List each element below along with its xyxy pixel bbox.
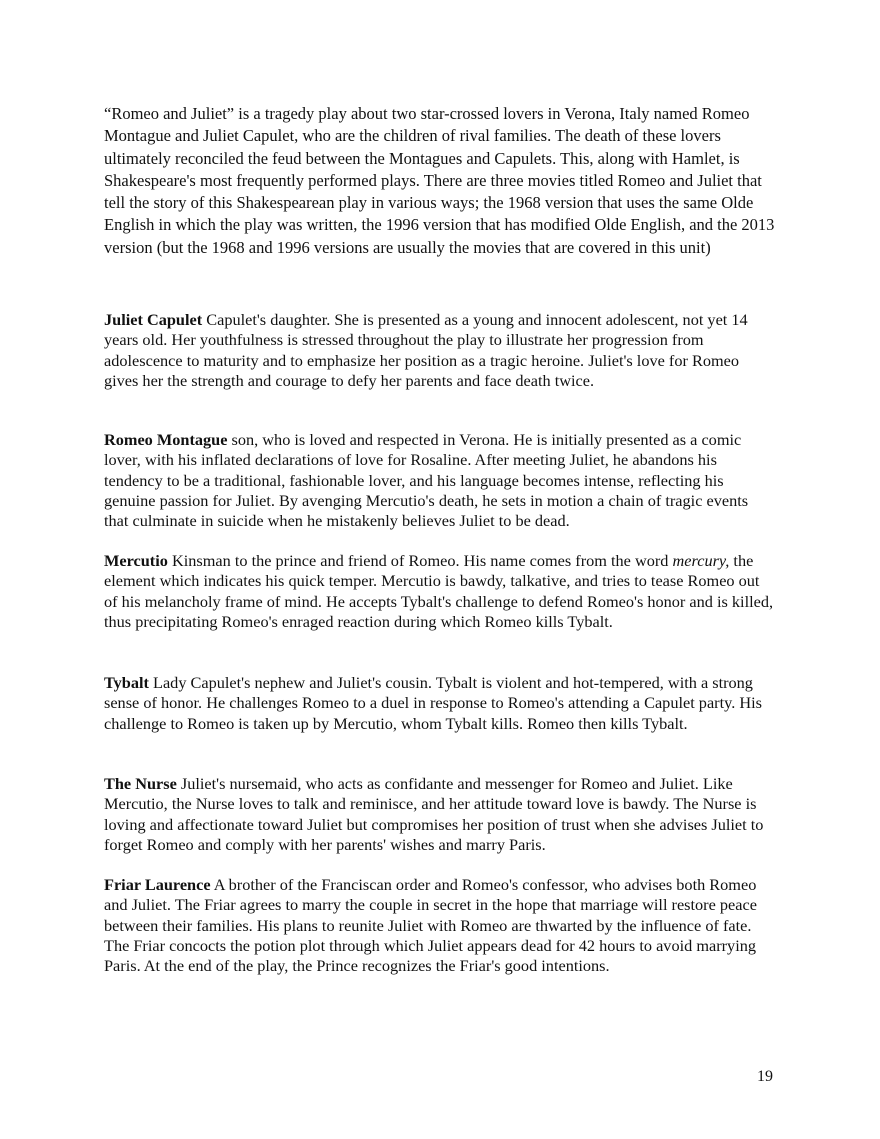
character-entry-romeo [104, 430, 776, 531]
character-description-romeo: son, who is loved and respected in Verona. He is initially presented as a comic lover, with his inflated declarations of love for Rosaline. After meeting Juliet, he abandons his tendency to be a traditional, fashionable lover, and his language becomes intense, reflecting his genuine passion for Juliet. By avenging Mercutio's death, he sets in motion a chain of tragic events that culminate in suicide when he mistakenly believes Juliet to be dead. [104, 430, 749, 531]
page-number: 19 [757, 1068, 773, 1085]
character-entry-nurse [104, 774, 776, 855]
character-name-mercutio: Mercutio [104, 551, 168, 570]
character-name-friar: Friar Laurence [104, 875, 211, 894]
character-name-nurse: The Nurse [104, 774, 177, 793]
intro-paragraph: “Romeo and Juliet” is a tragedy play about two star-crossed lovers in Verona, Italy named Romeo Montague and Juliet Capulet, who are the children of rival families. The death of these lovers ultimately reconciled the feud between the Montagues and Capulets. This, along with Hamlet, is Shakespeare's most frequently performed plays. There are three movies titled Romeo and Juliet that tell the story of this Shakespearean play in various ways; the 1968 version that uses the same Olde English in which the play was written, the 1996 version that has modified Olde English, and the 2013 version (but the 1968 and 1996 versions are usually the movies that are covered in this unit) [104, 104, 775, 257]
character-entry-tybalt [104, 673, 776, 734]
character-description-nurse: Juliet's nursemaid, who acts as confidante and messenger for Romeo and Juliet. Like Mercutio, the Nurse loves to talk and reminisce, and her attitude toward love is bawdy. The Nurse is loving and affectionate toward Juliet but compromises her position of trust when she advises Juliet to forget Romeo and comply with her parents' wishes and marry Paris. [104, 774, 764, 854]
character-name-tybalt: Tybalt [104, 673, 149, 692]
character-entry-juliet [104, 310, 776, 391]
character-entry-friar [104, 875, 776, 976]
character-description-friar: A brother of the Franciscan order and Romeo's confessor, who advises both Romeo and Juliet. The Friar agrees to marry the couple in secret in the hope that marriage will restore peace between their families. His plans to reunite Juliet with Romeo are thwarted by the influence of fate. The Friar concocts the potion plot through which Juliet appears dead for 42 hours to avoid marrying Paris. At the end of the play, the Prince recognizes the Friar's good intentions. [104, 875, 757, 976]
character-name-juliet: Juliet Capulet [104, 310, 203, 329]
character-description-mercutio-part2: the element which indicates his quick temper. Mercutio is bawdy, talkative, and tries to tease Romeo out of his melancholy frame of mind. He accepts Tybalt's challenge to defend Romeo's honor and is killed, thus precipitating Romeo's enraged reaction during which Romeo kills Tybalt. [104, 551, 774, 631]
character-name-romeo: Romeo Montague [104, 430, 228, 449]
character-entry-mercutio [104, 551, 776, 632]
character-description-mercutio-italic: mercury, [672, 551, 730, 570]
character-description-juliet: Capulet's daughter. She is presented as a young and innocent adolescent, not yet 14 years old. Her youthfulness is stressed throughout the play to illustrate her progression from adolescence to maturity and to emphasize her position as a tragic heroine. Juliet's love for Romeo gives her the strength and courage to defy her parents and face death twice. [104, 310, 748, 390]
character-description-mercutio-part1: Kinsman to the prince and friend of Romeo. His name comes from the word [171, 551, 669, 570]
character-description-tybalt: Lady Capulet's nephew and Juliet's cousin. Tybalt is violent and hot-tempered, with a strong sense of honor. He challenges Romeo to a duel in response to Romeo's attending a Capulet party. His challenge to Romeo is taken up by Mercutio, whom Tybalt kills. Romeo then kills Tybalt. [104, 673, 762, 733]
